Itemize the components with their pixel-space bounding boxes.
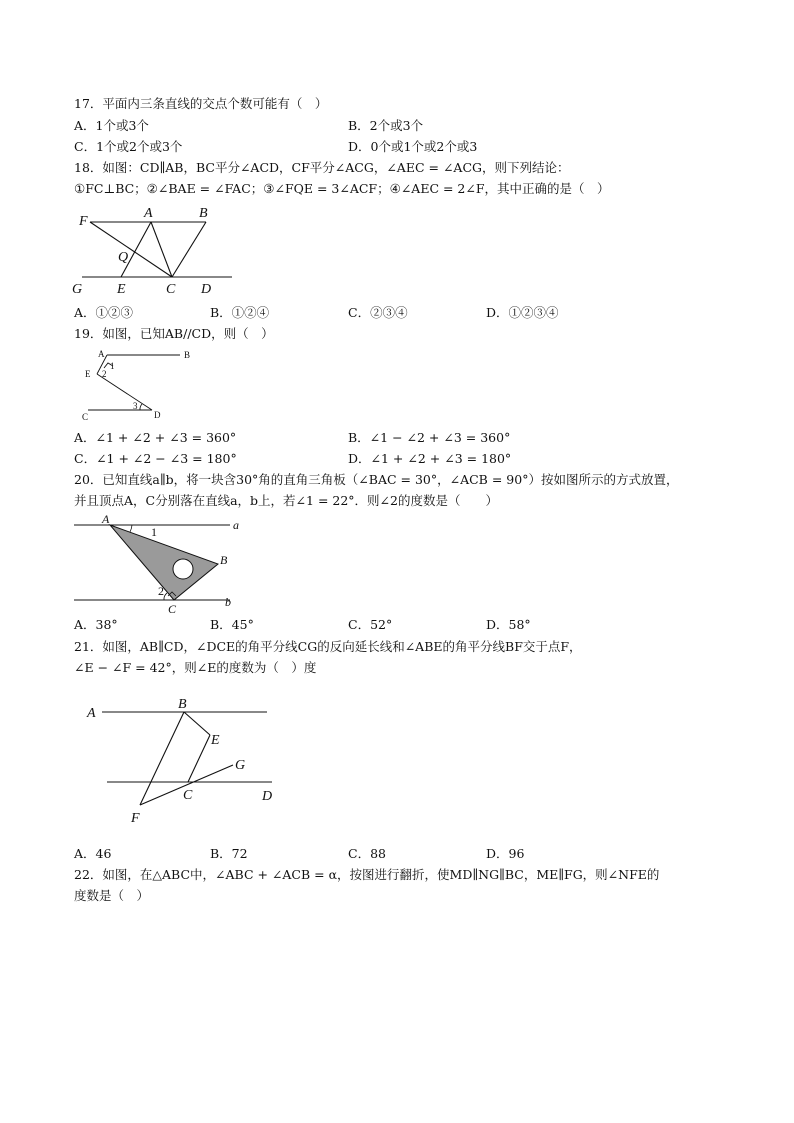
q18-conclusions: ①FC⊥BC；②∠BAE = ∠FAC；③∠FQE = 3∠ACF；④∠AEC = 2∠F，其中正确的是（ ） (74, 181, 610, 196)
q20-figure (70, 512, 250, 616)
q19-stem: 19．如图，已知AB//CD，则（ ） (74, 326, 274, 341)
q20-label-line-a: a (233, 518, 239, 532)
q20-option-c: C．52° (348, 617, 393, 632)
q21-label-d: D (262, 789, 273, 804)
q19-label-3: 3 (133, 401, 138, 411)
q18-option-c: C．②③④ (348, 305, 408, 320)
q17-option-c: C．1个或2个或3个 (74, 139, 183, 154)
q21-option-d: D．96 (486, 846, 525, 861)
q18-stem: 18．如图：CD∥AB，BC平分∠ACD，CF平分∠ACG，∠AEC = ∠ACG，则下列结论： (74, 160, 570, 175)
q20-label-b-vertex: B (220, 553, 228, 567)
q18-label-a: A (144, 206, 153, 221)
q21-option-c: C．88 (348, 846, 386, 861)
q21-option-a: A．46 (74, 846, 112, 861)
q18-label-q: Q (118, 250, 129, 265)
q19-label-c: C (82, 412, 89, 422)
q18-label-e: E (117, 282, 126, 297)
q20-option-a: A．38° (74, 617, 118, 632)
q20-option-d: D．58° (486, 617, 531, 632)
q20-label-2: 2 (158, 584, 164, 598)
q18-label-g: G (72, 282, 83, 297)
q17-option-a: A．1个或3个 (74, 118, 149, 133)
q19-label-d: D (154, 410, 161, 420)
q21-label-b: B (178, 697, 187, 712)
q22-line2: 度数是（ ） (74, 888, 150, 903)
q20-label-a-vertex: A (102, 512, 110, 526)
q21-label-e: E (211, 733, 220, 748)
q21-option-b: B．72 (210, 846, 248, 861)
q21-label-g: G (235, 758, 246, 773)
q20-label-c-vertex: C (168, 602, 177, 616)
q19-option-b: B．∠1 − ∠2 + ∠3 = 360° (348, 430, 511, 445)
q19-option-a: A．∠1 + ∠2 + ∠3 = 360° (74, 430, 237, 445)
q21-label-f: F (131, 811, 140, 826)
q18-option-d: D．①②③④ (486, 305, 559, 320)
q17-option-d: D．0个或1个或2个或3 (348, 139, 478, 154)
q21-line1: 21．如图，AB∥CD，∠DCE的角平分线CG的反向延长线和∠ABE的角平分线BF交于点F， (74, 639, 582, 654)
q20-line2: 并且顶点A，C分别落在直线a，b上，若∠1 = 22°．则∠2的度数是（ ） (74, 493, 498, 508)
q21-label-c: C (183, 788, 193, 803)
q22-line1: 22．如图，在△ABC中，∠ABC + ∠ACB = α，按图进行翻折，使MD∥NG∥BC，ME∥FG，则∠NFE的 (74, 867, 660, 882)
q20-option-b: B．45° (210, 617, 254, 632)
q20-line1: 20．已知直线a∥b，将一块含30°角的直角三角板（∠BAC = 30°，∠ACB = 90°）按如图所示的方式放置， (74, 472, 679, 487)
q18-label-d: D (201, 282, 212, 297)
q19-label-e: E (85, 369, 91, 379)
q18-option-b: B．①②④ (210, 305, 270, 320)
q18-label-b: B (199, 206, 208, 221)
q19-option-c: C．∠1 + ∠2 − ∠3 = 180° (74, 451, 237, 466)
q17-option-b: B．2个或3个 (348, 118, 424, 133)
q21-label-a: A (87, 706, 96, 721)
q19-label-b: B (184, 350, 191, 360)
q18-label-c: C (166, 282, 176, 297)
q20-label-line-b: b (225, 595, 231, 609)
q19-label-a: A (98, 349, 105, 359)
q19-label-2: 2 (102, 369, 107, 379)
q18-label-f: F (79, 214, 88, 229)
q20-label-1: 1 (151, 525, 157, 539)
q21-line2: ∠E − ∠F = 42°，则∠E的度数为（ ）度 (74, 660, 317, 675)
q21-figure (80, 695, 290, 830)
q19-option-d: D．∠1 + ∠2 + ∠3 = 180° (348, 451, 512, 466)
q19-label-1: 1 (110, 361, 115, 371)
q17-stem: 17．平面内三条直线的交点个数可能有（ ） (74, 96, 328, 111)
q19-figure (80, 348, 200, 423)
q18-figure (70, 202, 250, 302)
q18-option-a: A．①②③ (74, 305, 134, 320)
